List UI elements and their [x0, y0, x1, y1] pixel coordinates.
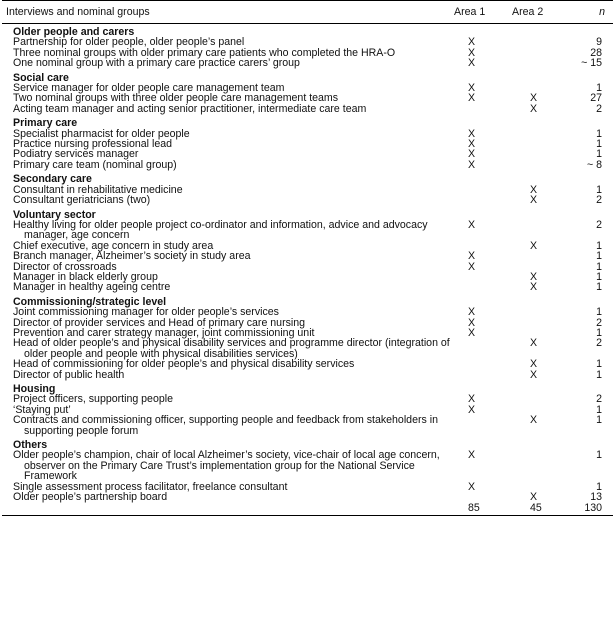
- row-label: Primary care team (nominal group): [13, 158, 177, 171]
- row-label: Consultant geriatricians (two): [13, 194, 151, 207]
- area-2-mark: X: [530, 281, 538, 294]
- interviews-table: [2, 0, 613, 516]
- area-1-mark: X: [468, 326, 476, 339]
- area-1-mark: X: [468, 316, 476, 329]
- table-row: [2, 394, 613, 404]
- area-1-mark: X: [468, 148, 476, 161]
- table-row: [2, 104, 613, 114]
- row-count: 1: [596, 239, 602, 252]
- row-label: Contracts and commissioning officer, supporting people and feedback from stakeholders in supporting people forum: [13, 414, 438, 437]
- area-1-mark: [450, 104, 508, 114]
- row-count: 1: [596, 358, 602, 371]
- row-count: 27: [590, 92, 602, 105]
- row-count: 1: [596, 480, 602, 493]
- area-1-mark: X: [468, 403, 476, 416]
- area-1-mark: [450, 370, 508, 380]
- area-2-mark: [508, 160, 566, 170]
- area-1-mark: X: [468, 393, 476, 406]
- row-label: Prevention and carer strategy manager, joint commissioning unit: [13, 326, 315, 339]
- section-title: Social care: [13, 71, 69, 84]
- area-2-mark: X: [530, 358, 538, 371]
- row-label: Single assessment process facilitator, freelance consultant: [13, 480, 288, 493]
- section-heading: [2, 170, 613, 184]
- area-2-mark: X: [530, 368, 538, 381]
- area-2-mark: [508, 139, 566, 149]
- header-n: n: [566, 1, 613, 24]
- row-label: Healthy living for older people project co-ordinator and information, advice and advocacy manager, age concern: [13, 218, 428, 242]
- row-label: Director of public health: [13, 368, 125, 381]
- section-heading: [2, 436, 613, 450]
- section-heading: [2, 24, 613, 38]
- row-count: 1: [596, 260, 602, 273]
- area-2-mark: X: [530, 102, 538, 115]
- area-1-mark: X: [468, 138, 476, 151]
- document-page: [2, 0, 613, 516]
- section-heading: [2, 69, 613, 83]
- row-label: Two nominal groups with three older people care management teams: [13, 92, 339, 105]
- section-title: Others: [13, 439, 48, 452]
- row-label: Consultant in rehabilitative medicine: [13, 183, 183, 196]
- table-row: [2, 58, 613, 68]
- row-count: 2: [596, 337, 602, 350]
- area-2-mark: X: [530, 270, 538, 283]
- area-2-mark: [508, 262, 566, 272]
- area-1-mark: X: [468, 250, 476, 263]
- section-title: Housing: [13, 383, 56, 395]
- row-count: 1: [596, 306, 602, 319]
- area-2-mark: [508, 220, 566, 241]
- section-title: Older people and carers: [13, 26, 135, 38]
- area-1-mark: [450, 359, 508, 369]
- table-row: [2, 220, 613, 241]
- row-count: 2: [596, 393, 602, 406]
- section-heading: [2, 293, 613, 307]
- row-label: Acting team manager and acting senior practitioner, intermediate care team: [13, 102, 367, 115]
- row-label: Head of older people’s and physical disability services and programme director (integration of older people and people with physical disabilities services): [13, 337, 450, 360]
- row-label: Three nominal groups with older primary care patients who completed the HRA-O: [13, 46, 396, 59]
- area-1-mark: X: [468, 92, 476, 105]
- row-count: 2: [596, 316, 602, 329]
- area-1-mark: [450, 195, 508, 205]
- row-count: 1: [596, 368, 602, 381]
- row-label: Older people’s champion, chair of local Alzheimer’s society, vice-chair of local age concern, observer on the Primary Care Trust’s implementation group for the National Service Framework: [13, 449, 440, 483]
- table-row: [2, 415, 613, 436]
- area-1-mark: X: [468, 36, 476, 49]
- totals-row: [2, 502, 613, 515]
- row-count: 1: [596, 250, 602, 263]
- table-header: [2, 1, 613, 24]
- row-label: Chief executive, age concern in study area: [13, 239, 214, 252]
- table-row: [2, 160, 613, 170]
- total-area-2: 45: [508, 502, 566, 515]
- table-row: [2, 251, 613, 261]
- row-label: Director of crossroads: [13, 260, 117, 273]
- table-body: [2, 24, 613, 516]
- area-1-mark: [450, 415, 508, 436]
- area-2-mark: [508, 129, 566, 139]
- row-count: 1: [596, 82, 602, 95]
- area-1-mark: [450, 185, 508, 195]
- header-area-2: Area 2: [508, 1, 566, 24]
- area-2-mark: [508, 394, 566, 404]
- area-1-mark: [450, 282, 508, 292]
- table-row: [2, 450, 613, 481]
- area-2-mark: [508, 318, 566, 328]
- row-label: Branch manager, Alzheimer’s society in study area: [13, 250, 251, 263]
- area-2-mark: [508, 149, 566, 159]
- section-title: Voluntary sector: [13, 208, 96, 221]
- section-title: Secondary care: [13, 173, 92, 186]
- area-1-mark: X: [468, 158, 476, 171]
- area-1-mark: X: [468, 82, 476, 95]
- row-label: Manager in healthy ageing centre: [13, 281, 171, 294]
- row-count: 1: [596, 148, 602, 161]
- row-count: 13: [590, 491, 602, 504]
- row-count: 9: [596, 36, 602, 49]
- table-row: [2, 282, 613, 292]
- row-count: 1: [596, 403, 602, 416]
- row-count: 1: [596, 281, 602, 294]
- row-label: Project officers, supporting people: [13, 393, 173, 406]
- section-heading: [2, 380, 613, 394]
- total-area-1: 85: [450, 502, 508, 515]
- area-2-mark: X: [530, 491, 538, 504]
- header-area-1: Area 1: [450, 1, 508, 24]
- area-2-mark: [508, 48, 566, 58]
- table-row: [2, 492, 613, 502]
- row-count: 1: [596, 449, 602, 462]
- area-1-mark: X: [468, 480, 476, 493]
- row-count: ~ 15: [581, 57, 602, 70]
- totals-label: [2, 502, 450, 515]
- area-2-mark: X: [530, 239, 538, 252]
- area-2-mark: [508, 405, 566, 415]
- area-2-mark: [508, 307, 566, 317]
- section-title: Primary care: [13, 117, 78, 130]
- table-row: [2, 307, 613, 317]
- row-count: 1: [596, 414, 602, 427]
- row-label: Podiatry services manager: [13, 148, 139, 161]
- table-row: [2, 338, 613, 359]
- row-label: Practice nursing professional lead: [13, 138, 172, 151]
- area-2-mark: X: [530, 183, 538, 196]
- area-1-mark: X: [468, 218, 476, 231]
- row-label: Older people’s partnership board: [13, 491, 168, 504]
- row-count: 1: [596, 326, 602, 339]
- row-label: Joint commissioning manager for older people’s services: [13, 306, 279, 319]
- area-2-mark: [508, 450, 566, 481]
- row-label: Manager in black elderly group: [13, 270, 158, 283]
- area-2-mark: X: [530, 92, 538, 105]
- row-count: 2: [596, 102, 602, 115]
- area-2-mark: [508, 83, 566, 93]
- row-count: 2: [596, 218, 602, 231]
- area-1-mark: X: [468, 306, 476, 319]
- section-heading: [2, 206, 613, 220]
- row-count: 1: [596, 270, 602, 283]
- row-count: 1: [596, 183, 602, 196]
- row-label: ‘Staying put’: [13, 403, 71, 416]
- row-count: ~ 8: [586, 158, 602, 171]
- area-1-mark: [450, 492, 508, 502]
- area-1-mark: [450, 241, 508, 251]
- row-label: Director of provider services and Head of primary care nursing: [13, 316, 306, 329]
- row-label: One nominal group with a primary care practice carers’ group: [13, 57, 300, 70]
- total-n: 130: [566, 502, 613, 515]
- row-label: Service manager for older people care management team: [13, 82, 285, 95]
- area-1-mark: [450, 272, 508, 282]
- area-1-mark: X: [468, 449, 476, 462]
- area-2-mark: [508, 58, 566, 68]
- table-row: [2, 370, 613, 380]
- area-2-mark: [508, 328, 566, 338]
- row-count: 2: [596, 194, 602, 207]
- area-2-mark: X: [530, 337, 538, 350]
- area-2-mark: [508, 482, 566, 492]
- area-2-mark: [508, 251, 566, 261]
- area-1-mark: [450, 338, 508, 359]
- area-2-mark: X: [530, 414, 538, 427]
- area-2-mark: [508, 37, 566, 47]
- row-count: 28: [590, 46, 602, 59]
- table-row: [2, 195, 613, 205]
- row-label: Head of commissioning for older people’s and physical disability services: [13, 358, 355, 371]
- area-1-mark: X: [468, 260, 476, 273]
- section-title: Commissioning/strategic level: [13, 295, 167, 308]
- row-count: 1: [596, 127, 602, 140]
- area-2-mark: X: [530, 194, 538, 207]
- row-label: Partnership for older people, older people’s panel: [13, 36, 245, 49]
- section-heading: [2, 114, 613, 128]
- area-1-mark: X: [468, 127, 476, 140]
- row-label: Specialist pharmacist for older people: [13, 127, 190, 140]
- area-1-mark: X: [468, 57, 476, 70]
- header-interviews: Interviews and nominal groups: [2, 1, 450, 24]
- area-1-mark: X: [468, 46, 476, 59]
- row-count: 1: [596, 138, 602, 151]
